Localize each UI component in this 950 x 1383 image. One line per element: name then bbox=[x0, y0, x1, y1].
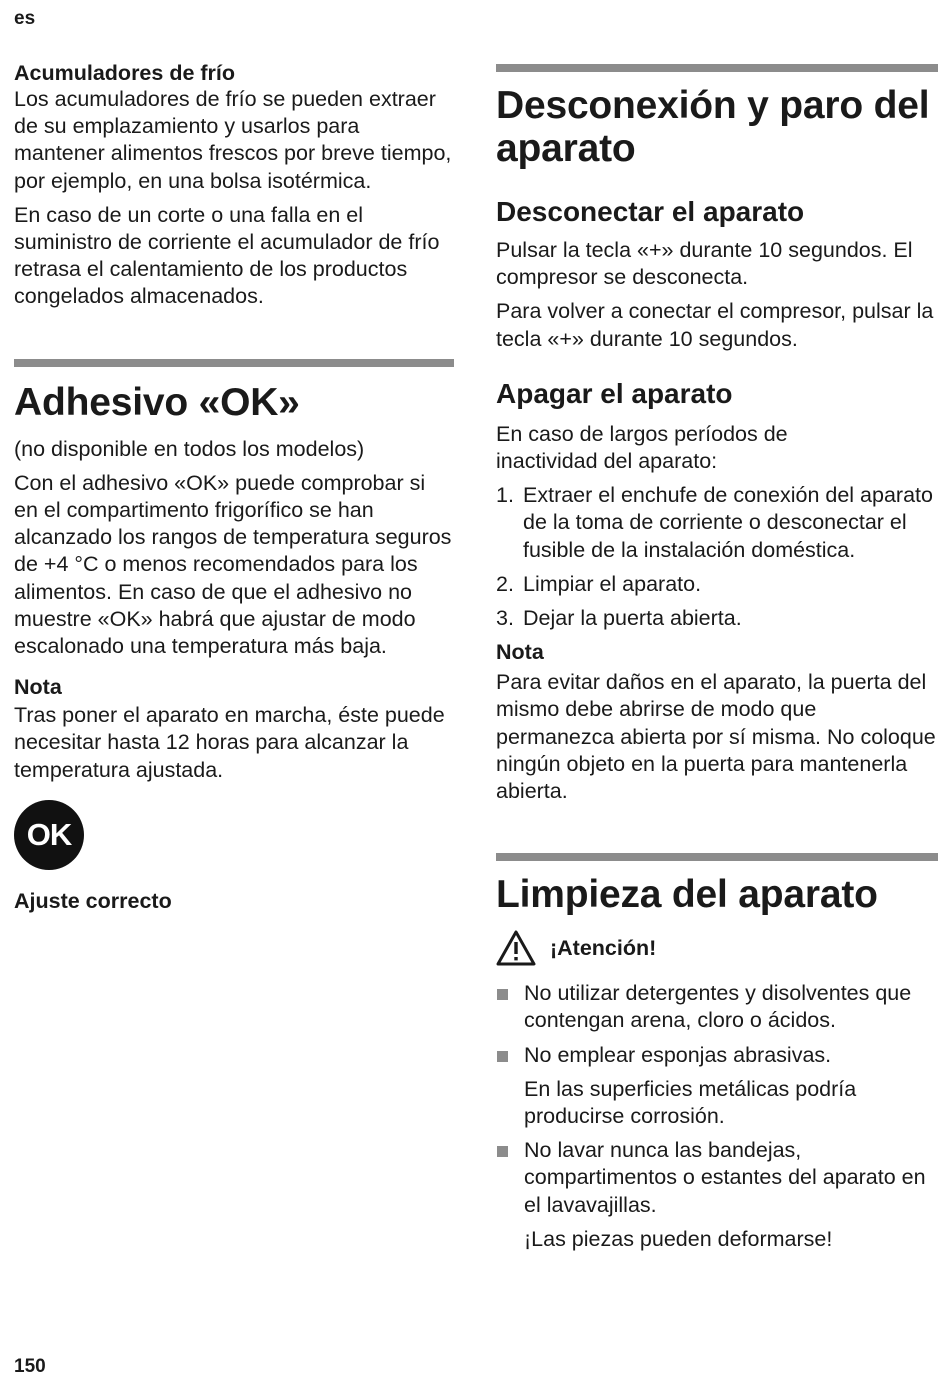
cleaning-title: Limpieza del aparato bbox=[496, 873, 878, 917]
ok-sticker-section bbox=[14, 359, 454, 914]
bullet-square-icon bbox=[497, 1051, 508, 1062]
list-item bbox=[496, 605, 938, 632]
bullet-square-icon bbox=[497, 1146, 508, 1157]
switch-off-intro: En caso de largos períodos de inactividad del aparato: bbox=[496, 421, 788, 474]
list-item bbox=[496, 1042, 938, 1131]
switch-off-heading: Apagar el aparato bbox=[496, 377, 733, 409]
switch-off-steps bbox=[496, 482, 938, 632]
section-rule bbox=[14, 359, 454, 367]
warning-label: ¡Atención! bbox=[550, 935, 657, 960]
page-number: 150 bbox=[14, 1356, 46, 1377]
language-tag: es bbox=[14, 8, 36, 29]
ok-sticker-title: Adhesivo «OK» bbox=[14, 380, 300, 424]
bullet-square-icon bbox=[497, 989, 508, 1000]
left-column bbox=[14, 60, 454, 914]
disconnect-heading: Desconectar el aparato bbox=[496, 196, 805, 227]
cold-accumulators-heading: Acumuladores de frío bbox=[14, 61, 236, 85]
step-number: 2. bbox=[496, 571, 514, 596]
shutdown-title: Desconexión y paro del aparato bbox=[496, 84, 930, 170]
bullet-text: No emplear esponjas abrasivas. bbox=[524, 1042, 832, 1067]
warning-triangle-icon bbox=[496, 930, 536, 966]
ok-badge-caption: Ajuste correcto bbox=[14, 888, 172, 913]
step-text: Extraer el enchufe de conexión del aparato de la toma de corriente o desconectar el fusible de la instalación doméstica. bbox=[523, 483, 933, 562]
list-item bbox=[496, 571, 938, 598]
switch-off-note-heading: Nota bbox=[496, 640, 544, 665]
cold-accumulators-paragraph-1: Los acumuladores de frío se pueden extraer de su emplazamiento y usarlos para mantener alimentos frescos por breve tiempo, por ejemplo, en una bolsa isotérmica. bbox=[14, 87, 452, 193]
bullet-extra: ¡Las piezas pueden deformarse! bbox=[524, 1226, 833, 1251]
list-item bbox=[496, 482, 938, 564]
ok-sticker-note-body: Tras poner el aparato en marcha, éste puede necesitar hasta 12 horas para alcanzar la temperatura ajustada. bbox=[14, 703, 445, 782]
cold-accumulators-paragraph-2: En caso de un corte o una falla en el suministro de corriente el acumulador de frío retrasa el calentamiento de los productos congelados almacenados. bbox=[14, 202, 440, 309]
cleaning-bullets bbox=[496, 980, 938, 1253]
ok-badge-icon: OK bbox=[14, 800, 84, 870]
step-text: Limpiar el aparato. bbox=[523, 571, 702, 596]
bullet-text: No lavar nunca las bandejas, compartimentos o estantes del aparato en el lavavajillas. bbox=[524, 1138, 926, 1217]
right-column bbox=[496, 64, 938, 1260]
section-rule bbox=[496, 853, 938, 861]
bullet-text: No utilizar detergentes y disolventes que contengan arena, cloro o ácidos. bbox=[524, 981, 912, 1033]
step-number: 3. bbox=[496, 606, 514, 631]
ok-sticker-availability: (no disponible en todos los modelos) bbox=[14, 436, 365, 461]
ok-sticker-body: Con el adhesivo «OK» puede comprobar si en el compartimento frigorífico se han alcanzado los rangos de temperatura seguros de +4 °C o menos recomendados para los alimentos. En caso de que el adhesivo no muestre «OK» habrá que ajustar de modo escalonado una temperatura más baja. bbox=[14, 470, 452, 659]
switch-off-note-body: Para evitar daños en el aparato, la puerta del mismo debe abrirse de modo que permanezca abierta por sí misma. No coloque ningún objeto en la puerta para mantenerla abierta. bbox=[496, 670, 936, 804]
cold-accumulators-section bbox=[14, 60, 454, 311]
cleaning-section bbox=[496, 853, 938, 1253]
step-number: 1. bbox=[496, 483, 514, 508]
ok-sticker-note-heading: Nota bbox=[14, 675, 62, 700]
list-item bbox=[496, 1137, 938, 1253]
disconnect-paragraph-1: Pulsar la tecla «+» durante 10 segundos. El compresor se desconecta. bbox=[496, 238, 913, 290]
shutdown-section bbox=[496, 64, 938, 805]
disconnect-paragraph-2: Para volver a conectar el compresor, pulsar la tecla «+» durante 10 segundos. bbox=[496, 299, 934, 351]
section-rule bbox=[496, 64, 938, 72]
bullet-extra: En las superficies metálicas podría producirse corrosión. bbox=[524, 1076, 857, 1129]
step-text: Dejar la puerta abierta. bbox=[523, 606, 742, 631]
warning-row bbox=[496, 930, 938, 966]
list-item bbox=[496, 980, 938, 1034]
